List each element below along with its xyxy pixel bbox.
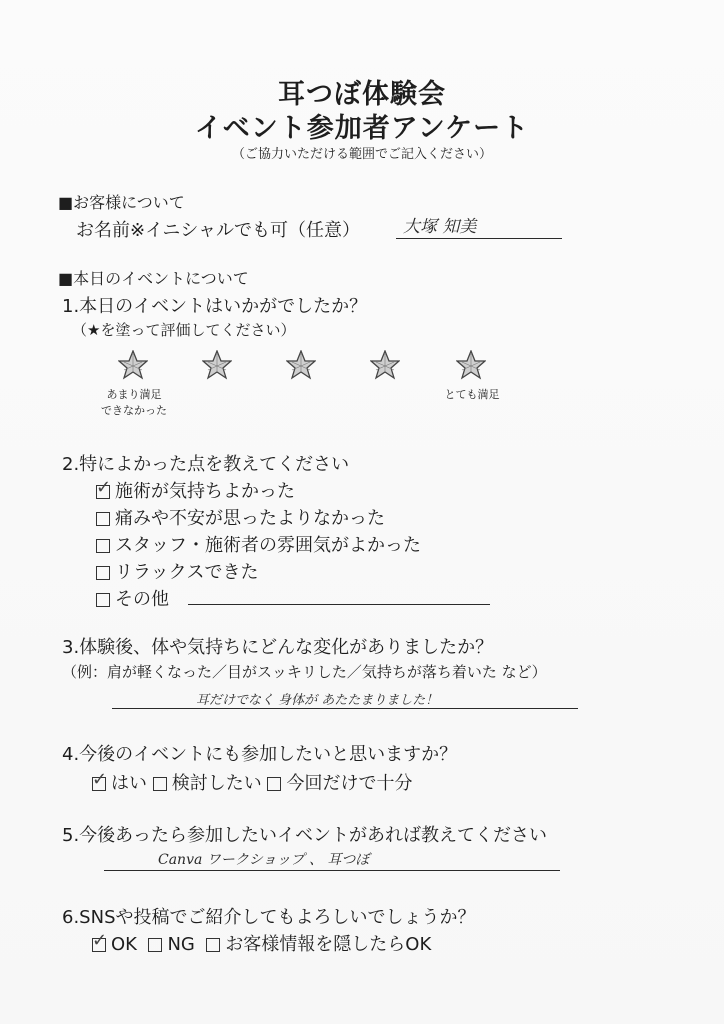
checkbox[interactable] (153, 777, 167, 791)
q2-option[interactable] (96, 477, 295, 503)
other-underline (188, 604, 490, 605)
q4-option[interactable] (153, 773, 262, 794)
name-underline (396, 238, 562, 239)
q2-option[interactable] (96, 585, 169, 611)
q4-option[interactable] (267, 773, 412, 794)
q2-option[interactable] (96, 558, 258, 584)
q3-question: 3.体験後、体や気持ちにどんな変化がありましたか？ (62, 637, 494, 658)
check-mark-icon: ✓ (92, 769, 108, 790)
q2-option-label: 痛みや不安が思ったよりなかった (115, 508, 385, 529)
q6-option-label: NG (167, 934, 195, 955)
rating-low-label-line2: できなかった (101, 404, 167, 417)
q4-option-label: はい (111, 773, 147, 794)
q2-option-label: スタッフ・施術者の雰囲気がよかった (115, 535, 421, 556)
q1-note: （★を塗って評価してください） (72, 321, 296, 339)
name-label: お名前※イニシャルでも可（任意） (76, 220, 361, 241)
q6-question: 6.SNSや投稿でご紹介してもよろしいでしょうか？ (62, 907, 476, 928)
q3-underline (112, 708, 578, 709)
q5-question: 5.今後あったら参加したいイベントがあれば教えてください (62, 825, 547, 846)
q2-option-label: その他 (115, 589, 169, 610)
customer-section-heading: ■お客様について (58, 193, 185, 212)
q4-option[interactable] (92, 769, 147, 794)
q3-answer-handwritten[interactable]: 耳だけでなく 身体が あたたまりました！ (196, 693, 439, 708)
star-icon[interactable] (286, 350, 316, 380)
checkbox[interactable] (92, 930, 108, 952)
q4-option-label: 検討したい (171, 773, 262, 794)
subtitle: （ご協力いただける範囲でご記入ください） (231, 147, 492, 162)
title-line-1: 耳つぼ体験会 (278, 79, 446, 110)
rating-low-label (92, 387, 176, 419)
q5-answer-handwritten[interactable]: Canva ワークショップ 、 耳つぼ (158, 852, 370, 868)
star-icon[interactable] (202, 350, 232, 380)
check-mark-icon: ✓ (92, 930, 108, 951)
checkbox[interactable] (96, 566, 110, 580)
checkbox[interactable] (206, 938, 220, 952)
check-mark-icon: ✓ (96, 477, 112, 498)
checkbox[interactable] (96, 512, 110, 526)
q6-option[interactable] (92, 930, 137, 955)
checkbox[interactable] (96, 593, 110, 607)
q5-underline (104, 870, 560, 871)
star-icon[interactable] (370, 350, 400, 380)
q3-note: （例：肩が軽くなった／目がスッキリした／気持ちが落ち着いた など） (62, 663, 547, 681)
rating-high-label: とても満足 (444, 388, 500, 401)
checkbox[interactable] (96, 477, 112, 499)
q6-option-label: お客様情報を隠したらOK (225, 934, 432, 955)
q4-question: 4.今後のイベントにも参加したいと思いますか？ (62, 744, 458, 765)
q2-option-label: リラックスできた (115, 562, 259, 583)
q2-question: 2.特によかった点を教えてください (62, 454, 350, 475)
checkbox[interactable] (96, 539, 110, 553)
q4-option-label: 今回だけで十分 (286, 773, 413, 794)
q1-question: 1.本日のイベントはいかがでしたか？ (62, 296, 368, 317)
q6-option[interactable] (148, 934, 194, 955)
star-icon[interactable] (456, 350, 486, 380)
q4-options (92, 769, 412, 795)
q6-option-label: OK (111, 934, 137, 955)
checkbox[interactable] (267, 777, 281, 791)
q2-option-label: 施術が気持ちよかった (115, 481, 295, 502)
name-handwritten[interactable]: 大塚 知美 (403, 217, 477, 237)
q2-option[interactable] (96, 531, 421, 557)
title-line-2: イベント参加者アンケート (194, 113, 530, 144)
checkbox[interactable] (92, 769, 108, 791)
q6-options (92, 930, 431, 956)
checkbox[interactable] (148, 938, 162, 952)
q2-option[interactable] (96, 504, 385, 530)
q6-option[interactable] (206, 934, 431, 955)
rating-low-label-line1: あまり満足 (106, 388, 162, 401)
star-icon[interactable] (118, 350, 148, 380)
event-section-heading: ■本日のイベントについて (58, 269, 249, 288)
